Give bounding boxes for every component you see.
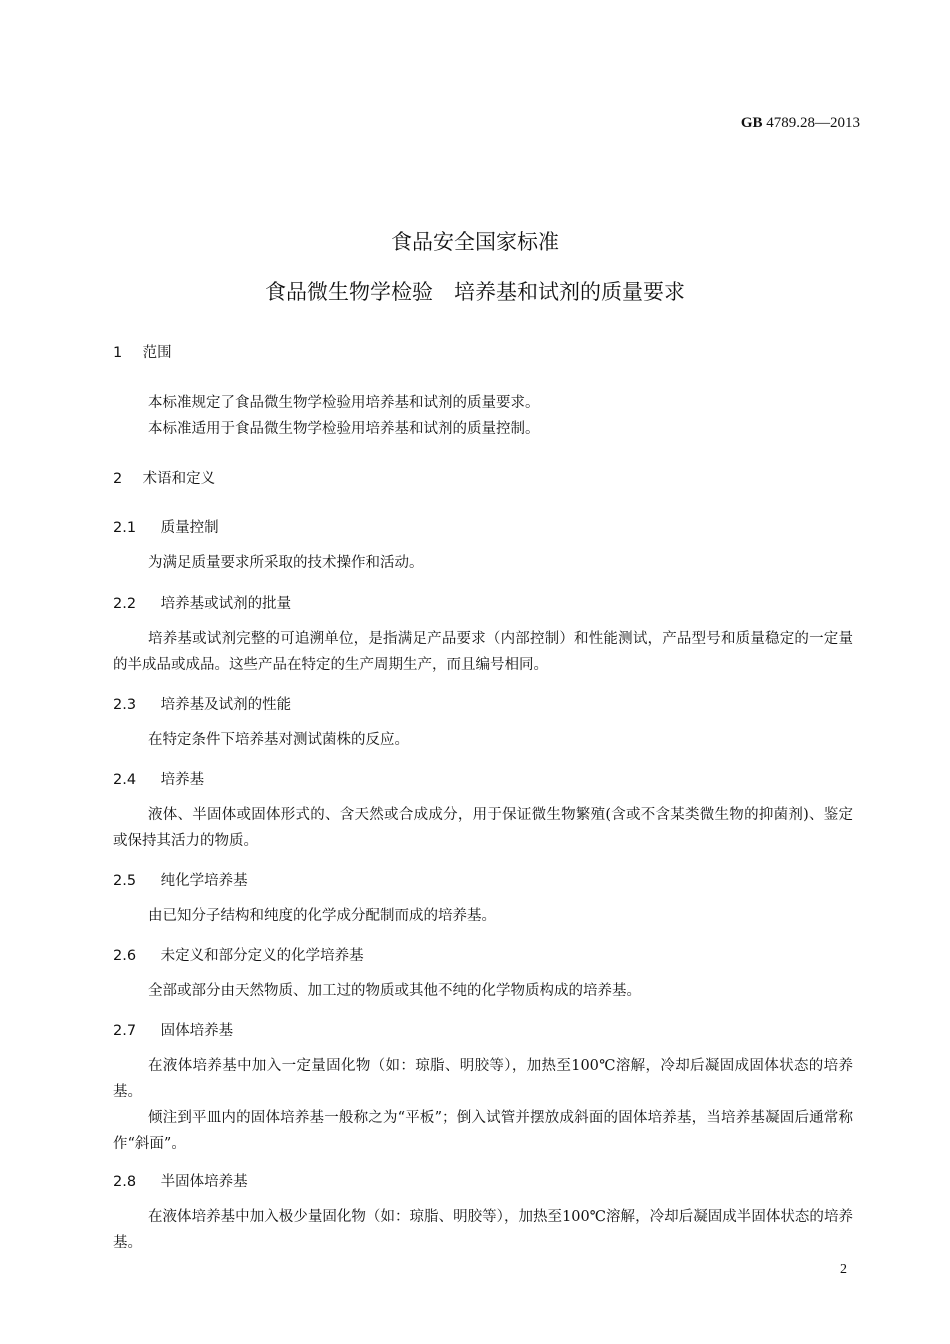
- section-number: 2.6: [113, 948, 137, 964]
- section-2-2-paragraph: 培养基或试剂完整的可追溯单位，是指满足产品要求（内部控制）和性能测试，产品型号和质量稳定的一定量的半成品或成品。这些产品在特定的生产周期生产，而且编号相同。: [113, 631, 853, 673]
- section-2-2-heading: [113, 592, 291, 613]
- section-2-7-heading: [113, 1019, 233, 1040]
- section-2-1-heading: [113, 516, 219, 537]
- section-2-3-heading: [113, 693, 291, 714]
- section-2-4-heading: [113, 768, 204, 789]
- section-title: 培养基: [160, 772, 205, 788]
- section-number: 1: [113, 345, 123, 361]
- section-title: 术语和定义: [142, 471, 216, 487]
- section-title: 质量控制: [160, 520, 219, 536]
- section-2-4-paragraph: 液体、半固体或固体形式的、含天然或合成成分，用于保证微生物繁殖(含或不含某类微生物的抑菌剂)、鉴定或保持其活力的物质。: [113, 807, 853, 849]
- section-number: 2.2: [113, 596, 137, 612]
- section-number: 2.5: [113, 873, 137, 889]
- section-number: 2.3: [113, 697, 137, 713]
- section-2-5-heading: [113, 869, 248, 890]
- section-number: 2.1: [113, 520, 137, 536]
- section-1-paragraph-2: 本标准适用于食品微生物学检验用培养基和试剂的质量控制。: [148, 421, 540, 437]
- section-title: 范围: [142, 345, 172, 361]
- section-2-7-paragraph-1: 在液体培养基中加入一定量固化物（如：琼脂、明胶等），加热至100℃溶解，冷却后凝固成固体状态的培养基。: [113, 1058, 853, 1100]
- section-2-6-paragraph: 全部或部分由天然物质、加工过的物质或其他不纯的化学物质构成的培养基。: [148, 983, 641, 999]
- section-title: 未定义和部分定义的化学培养基: [160, 948, 364, 964]
- section-2-5-paragraph: 由已知分子结构和纯度的化学成分配制而成的培养基。: [148, 908, 496, 924]
- section-2-3-paragraph: 在特定条件下培养基对测试菌株的反应。: [148, 732, 409, 748]
- section-number: 2.8: [113, 1174, 137, 1190]
- section-2-8-heading: [113, 1170, 248, 1191]
- standard-code: [741, 115, 860, 132]
- section-number: 2: [113, 471, 123, 487]
- section-title: 纯化学培养基: [160, 873, 248, 889]
- section-2-1-paragraph: 为满足质量要求所采取的技术操作和活动。: [148, 555, 424, 571]
- section-2-7-paragraph-2: 倾注到平皿内的固体培养基一般称之为“平板”；倒入试管并摆放成斜面的固体培养基，当培养基凝固后通常称作“斜面”。: [113, 1110, 853, 1152]
- standard-prefix: GB: [740, 115, 763, 131]
- section-2-6-heading: [113, 944, 364, 965]
- section-title: 半固体培养基: [160, 1174, 248, 1190]
- section-number: 2.7: [113, 1023, 137, 1039]
- document-title-line1: 食品安全国家标准: [391, 230, 559, 254]
- section-2-heading: [113, 467, 215, 488]
- section-title: 培养基或试剂的批量: [160, 596, 292, 612]
- section-number: 2.4: [113, 772, 137, 788]
- page-number: 2: [840, 1262, 847, 1277]
- section-1-heading: [113, 341, 172, 362]
- section-title: 培养基及试剂的性能: [160, 697, 292, 713]
- section-title: 固体培养基: [160, 1023, 234, 1039]
- document-title-line2: 食品微生物学检验 培养基和试剂的质量要求: [265, 280, 685, 304]
- standard-number: 4789.28—2013: [766, 115, 860, 131]
- section-2-8-paragraph: 在液体培养基中加入极少量固化物（如：琼脂、明胶等），加热至100℃溶解，冷却后凝固成半固体状态的培养基。: [113, 1209, 853, 1251]
- section-1-paragraph-1: 本标准规定了食品微生物学检验用培养基和试剂的质量要求。: [148, 395, 540, 411]
